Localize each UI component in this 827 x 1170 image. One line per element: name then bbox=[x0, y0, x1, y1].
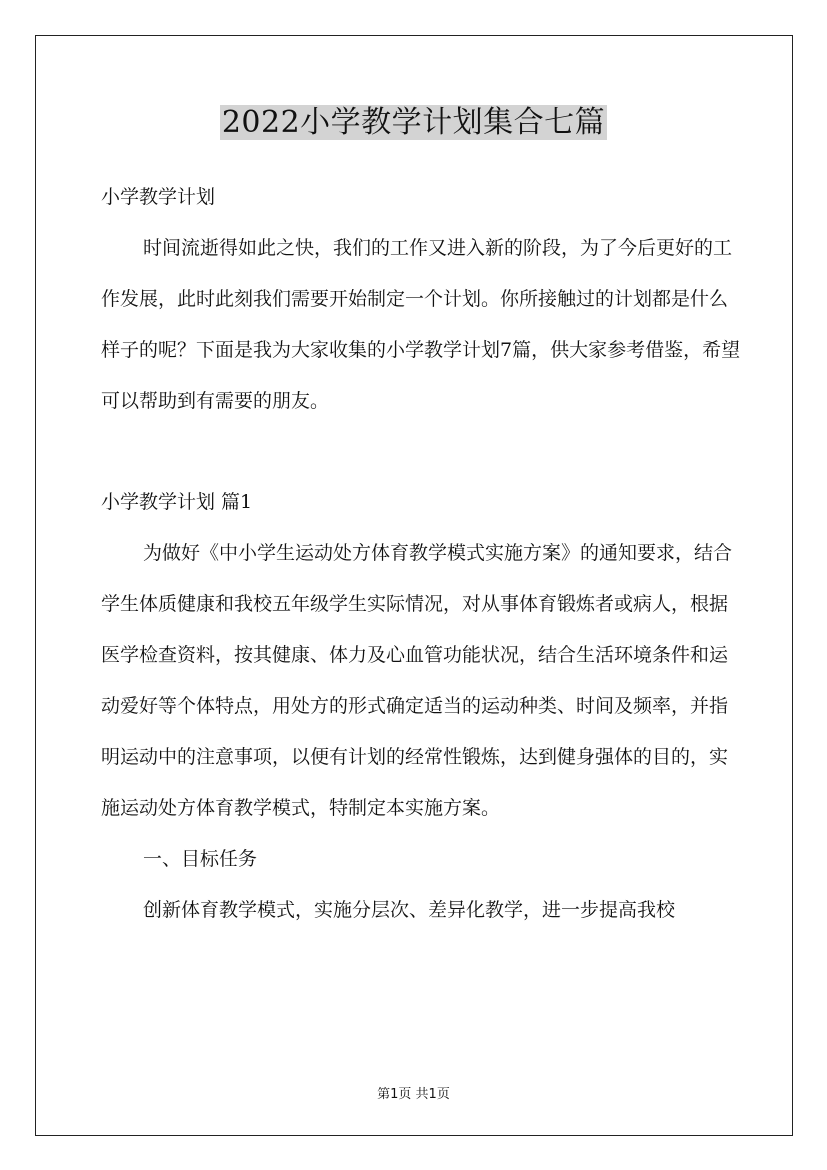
document-title-text: 2022小学教学计划集合七篇 bbox=[221, 105, 606, 140]
page-number-label: 第1页 共1页 bbox=[377, 1087, 450, 1102]
subtitle: 小学教学计划 bbox=[101, 186, 216, 208]
section-paragraph-1: 为做好《中小学生运动处方体育教学模式实施方案》的通知要求，结合学生体质健康和我校五年级学生实际情况，对从事体育锻炼者或病人，根据医学检查资料，按其健康、体力及心血管功能状况，结合生活环境条件和运动爱好等个体特点，用处方的形式确定适当的运动种类、时间及频率，并指明运动中的注意事项，以便有计划的经常性锻炼，达到健身强体的目的，实施运动处方体育教学模式，特制定本实施方案。 bbox=[101, 542, 733, 819]
document-body bbox=[101, 172, 741, 936]
section-paragraph-2: 创新体育教学模式，实施分层次、差异化教学，进一步提高我校 bbox=[143, 899, 676, 921]
document-title bbox=[0, 103, 827, 143]
section-subheading: 一、目标任务 bbox=[143, 848, 258, 870]
intro-paragraph: 时间流逝得如此之快，我们的工作又进入新的阶段，为了今后更好的工作发展，此时此刻我们需要开始制定一个计划。你所接触过的计划都是什么样子的呢？下面是我为大家收集的小学教学计划7篇，供大家参考借鉴，希望可以帮助到有需要的朋友。 bbox=[101, 237, 741, 412]
page-footer bbox=[0, 1083, 827, 1102]
section-heading: 小学教学计划 篇1 bbox=[101, 491, 253, 513]
